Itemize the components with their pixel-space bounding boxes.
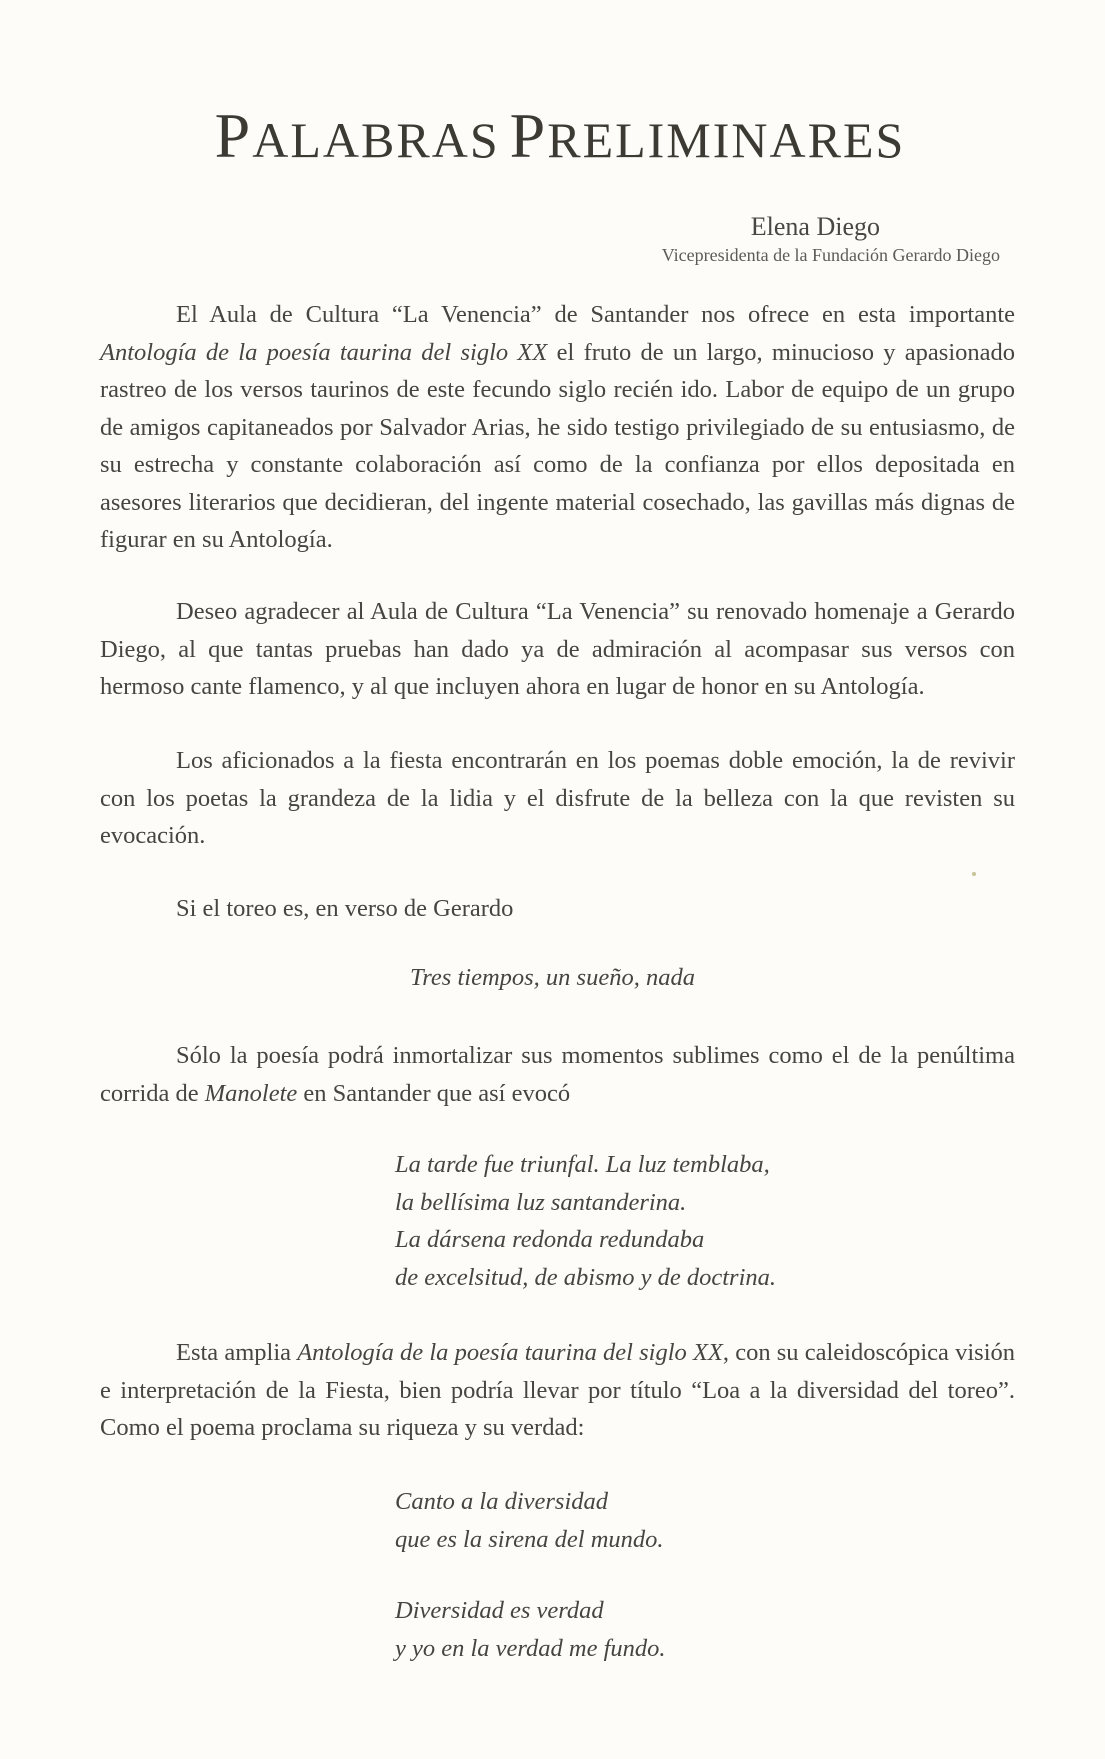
- verse-line: que es la sirena del mundo.: [395, 1525, 664, 1553]
- paragraph-4: Si el toreo es, en verso de Gerardo: [176, 895, 514, 922]
- verse-stanza-1: [395, 1146, 776, 1296]
- paragraph-2: Deseo agradecer al Aula de Cultura “La Venencia” su renovado homenaje a Gerardo Diego, al que tantas pruebas han dado ya de admiración al acompasar sus versos con hermoso cante flamenco, y al que incluyen ahora en lugar de honor en su Antología.: [100, 598, 1015, 700]
- paragraph-5-name: Manolete: [204, 1079, 298, 1107]
- title-word1-initial: P: [214, 100, 253, 171]
- verse-line: de excelsitud, de abismo y de doctrina.: [395, 1263, 777, 1291]
- title-word1-rest: ALABRAS: [252, 112, 500, 168]
- paragraph-3: Los aficionados a la fiesta encontrarán en los poemas doble emoción, la de revivir con los poetas la grandeza de la lidia y el disfrute de la belleza con la que revisten su evocación.: [100, 747, 1015, 849]
- paragraph-5-text-a: Sólo la poesía podrá inmortalizar sus momentos sublimes como el de la penúltima corrida de: [100, 1042, 1015, 1107]
- paragraph-5: [100, 1037, 1015, 1112]
- verse-quote: Tres tiempos, un sueño, nada: [410, 964, 695, 991]
- verse-line: La dársena redonda redundaba: [395, 1226, 705, 1253]
- paper-speck: [972, 872, 976, 876]
- verse-line: Diversidad es verdad: [395, 1597, 604, 1624]
- paragraph-6-book-title: Antología de la poesía taurina del siglo XX: [297, 1339, 723, 1366]
- author-role: Vicepresidenta de la Fundación Gerardo Diego: [661, 245, 1000, 265]
- paragraph-1-book-title: Antología de la poesía taurina del siglo XX: [100, 338, 548, 366]
- paragraph-1-text-a: El Aula de Cultura “La Venencia” de Santander nos ofrece en esta importante: [176, 301, 1015, 328]
- verse-line: La tarde fue triunfal. La luz temblaba,: [395, 1151, 770, 1178]
- author-name: Elena Diego: [750, 212, 880, 241]
- page-title: [0, 100, 1105, 171]
- paragraph-6: [100, 1334, 1015, 1447]
- paragraph-6-text-c: , con su caleidoscópica visión e interpretación de la Fiesta, bien podría llevar por título “Loa a la diversidad del toreo”. Como el poema proclama su riqueza y su verdad:: [100, 1339, 1015, 1441]
- verse-line: y yo en la verdad me fundo.: [395, 1634, 666, 1662]
- verse-stanza-3: [395, 1592, 666, 1667]
- title-word2-rest: RELIMINARES: [547, 112, 906, 168]
- verse-line: la bellísima luz santanderina.: [395, 1188, 687, 1216]
- paragraph-5-text-c: en Santander que así evocó: [297, 1079, 571, 1107]
- verse-line: Canto a la diversidad: [395, 1488, 609, 1515]
- paragraph-6-text-a: Esta amplia: [176, 1339, 298, 1366]
- verse-stanza-2: [395, 1483, 664, 1558]
- paragraph-1: [100, 296, 1015, 559]
- title-word2-initial: P: [509, 100, 548, 171]
- paragraph-1-text-c: el fruto de un largo, minucioso y apasionado rastreo de los versos taurinos de este fecundo siglo recién ido. Labor de equipo de un grupo de amigos capitaneados por Salvador Arias, he sido testigo privilegiado de su entusiasmo, de su estrecha y constante colaboración así como de la confianza por ellos depositada en asesores literarios que decidieran, del ingente material cosechado, las gavillas más dignas de figurar en su Antología.: [100, 338, 1015, 553]
